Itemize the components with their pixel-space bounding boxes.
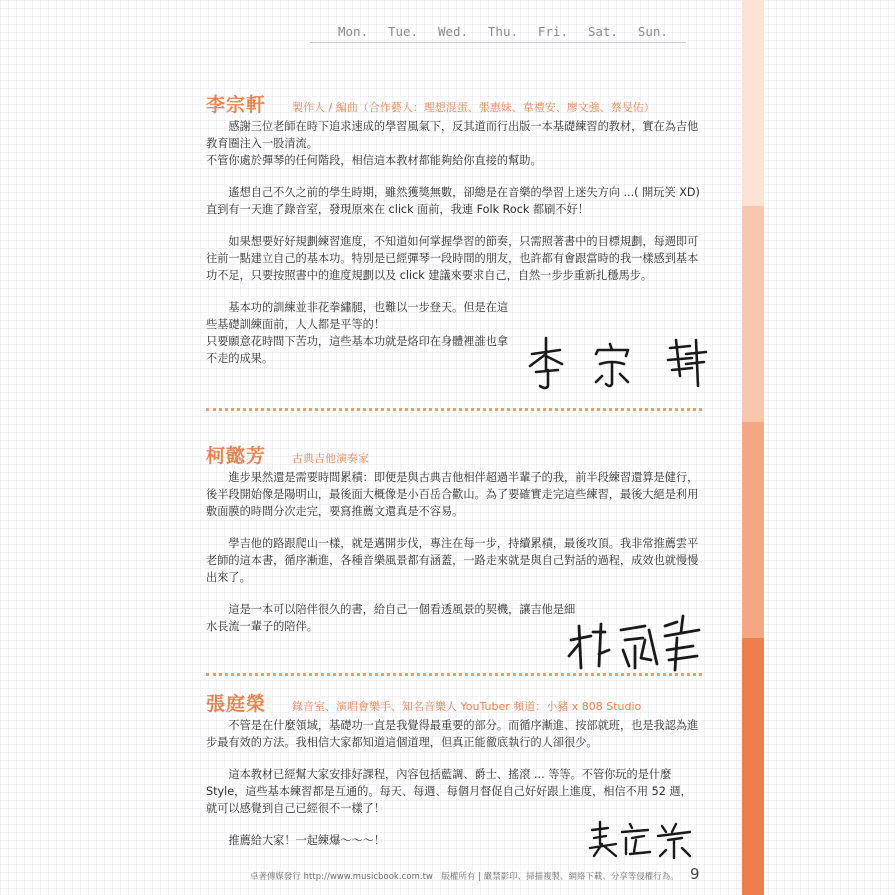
section-divider	[206, 408, 702, 411]
signature-image	[586, 818, 706, 860]
recommendation-section	[206, 441, 700, 635]
side-tab-segment	[742, 638, 764, 895]
weekday-sun: Sun.	[637, 24, 668, 39]
paragraph: 這是一本可以陪伴很久的書，給自己一個看透風景的契機，讓吉他是細水長流一輩子的陪伴。	[206, 603, 576, 633]
weekday-wed: Wed.	[437, 24, 469, 39]
author-role: 古典吉他演奏家	[292, 452, 370, 465]
paragraph: 感謝三位老師在時下追求速成的學習風氣下，反其道而行出版一本基礎練習的教材，實在為吉他教育圈注入一股清流。 不管你處於彈琴的任何階段，相信這本教材都能夠給你直接的幫助。	[206, 120, 699, 167]
paragraph: 基本功的訓練並非花拳繡腿，也難以一步登天。但是在這些基礎訓練面前，人人都是平等的！ 只要願意花時間下苦功，這些基本功就是烙印在身體裡誰也拿不走的成果。	[206, 301, 509, 365]
paragraph: 推薦給大家！一起練爆～～～！	[206, 834, 386, 847]
author-name: 張庭榮	[206, 693, 267, 715]
section-header	[206, 90, 700, 118]
signature-image	[565, 610, 705, 674]
side-tab-strip	[742, 0, 764, 895]
side-tab-segment	[742, 422, 764, 638]
page-number: 9	[690, 865, 700, 883]
weekday-mon: Mon.	[338, 24, 369, 39]
author-name: 柯懿芳	[206, 445, 267, 467]
signature-image	[520, 330, 710, 394]
section-divider	[206, 673, 702, 676]
side-tab-segment	[742, 206, 764, 422]
side-tab-segment	[742, 0, 764, 206]
weekday-sat: Sat.	[587, 24, 618, 39]
weekday-header	[310, 21, 686, 43]
copyright-footer: 卓著傳媒發行 http://www.musicbook.com.tw 版權所有 | 嚴禁影印、掃描複製、網絡下載、分享等侵權行為。	[250, 871, 679, 881]
recommendation-section	[206, 90, 700, 367]
weekday-fri: Fri.	[537, 24, 568, 39]
author-name: 李宗軒	[206, 94, 267, 116]
paragraph: 進步果然還是需要時間累積：即便是與古典吉他相伴超過半輩子的我，前半段練習還算是健行，後半段開始像是陽明山，最後面大概像是小百岳合歡山。為了要確實走完這些練習，最後大絕是利用敷面膜的時間分次走完，要寫推薦文還真是不容易。	[206, 471, 699, 518]
paragraph: 不管是在什麼領域，基礎功一直是我覺得最重要的部分。而循序漸進、按部就班，也是我認為進步最有效的方法。我相信大家都知道這個道理，但真正能徹底執行的人卻很少。	[206, 719, 699, 749]
author-role: 製作人 / 編曲（合作藝人：理想混蛋、張惠妹、韋禮安、廖文強、蔡旻佑）	[292, 101, 655, 114]
paragraph: 學吉他的路跟爬山一樣，就是邁開步伐，專注在每一步，持續累積，最後攻頂。我非常推薦雲平老師的這本書，循序漸進，各種音樂風景都有涵蓋，一路走來就是與自己對話的過程，成效也就慢慢出來了。	[206, 537, 699, 584]
author-role: 錄音室、演唱會樂手、知名音樂人 YouTuber 頻道：小豬 x 808 Studio	[292, 700, 642, 713]
section-header	[206, 441, 700, 469]
paragraph: 如果想要好好規劃練習進度，不知道如何掌握學習的節奏，只需照著書中的目標規劃，每週即可往前一點建立自己的基本功。特別是已經彈琴一段時間的朋友，也許都有會跟當時的我一樣感到基本功不足，只要按照書中的進度規劃以及 click 建議來要求自己，自然一步步重新扎穩馬步。	[206, 235, 699, 282]
weekday-thu: Thu.	[487, 24, 519, 39]
paragraph: 這本教材已經幫大家安排好課程，內容包括藍調、爵士、搖滾 ... 等等。不管你玩的是什麼 Style，這些基本練習都是互通的。每天、每週、每個月督促自己好好跟上進度，相信不用 52 週，就可以感覺到自己已經很不一樣了！	[206, 768, 692, 815]
section-header	[206, 689, 700, 717]
weekday-tue: Tue.	[387, 24, 419, 39]
paragraph: 遙想自己不久之前的學生時期，雖然獲獎無數，卻總是在音樂的學習上迷失方向 ...( 開玩笑 XD) 直到有一天進了錄音室，發現原來在 click 面前，我連 Folk Rock 都刷不好！	[206, 186, 700, 216]
